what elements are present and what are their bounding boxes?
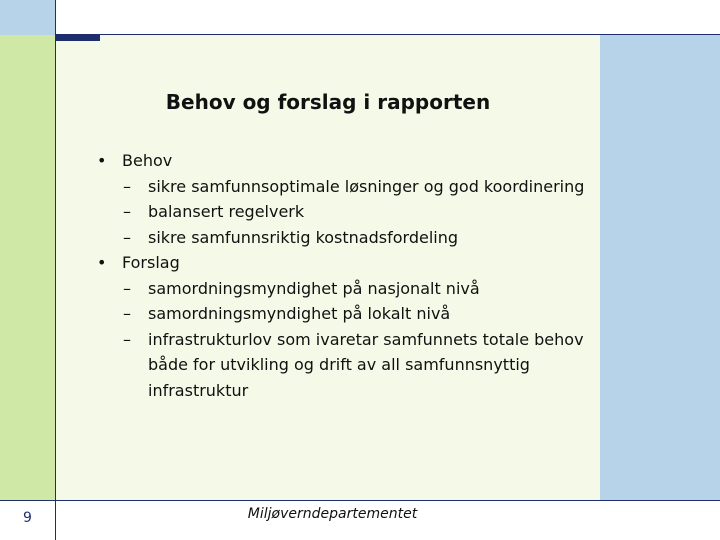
sub-item	[95, 174, 595, 200]
footer-text: Miljøverndepartementet	[247, 506, 418, 522]
dash-marker: –	[123, 278, 131, 298]
sub-item	[95, 276, 595, 302]
left-green-panel	[0, 35, 55, 500]
sub-item	[95, 225, 595, 251]
sub-item-text: samordningsmyndighet på nasjonalt nivå	[148, 278, 480, 298]
slide-title: Behov og forslag i rapporten	[165, 90, 491, 114]
top-divider	[55, 34, 720, 35]
bullet-item	[95, 250, 595, 276]
dash-marker: –	[123, 329, 131, 349]
dash-marker: –	[123, 227, 131, 247]
bottom-divider	[0, 500, 720, 501]
page-number: 9	[23, 510, 32, 526]
sub-item-text: sikre samfunnsriktig kostnadsfordeling	[148, 227, 459, 247]
bullet-label: Forslag	[122, 253, 180, 272]
sub-item-text: samordningsmyndighet på lokalt nivå	[148, 304, 451, 323]
sub-item	[95, 301, 595, 327]
dash-marker: –	[123, 202, 131, 221]
bullet-marker: •	[97, 253, 107, 272]
right-blue-panel	[600, 35, 720, 500]
vertical-divider	[55, 0, 56, 540]
bullet-marker: •	[97, 151, 107, 170]
dash-marker: –	[123, 304, 131, 323]
bullet-list	[95, 148, 595, 403]
sub-item-text: infrastrukturlov som ivaretar samfunnets totale behov både for utvikling og drift av all samfunnsnyttig infrastruktur	[148, 329, 584, 400]
sub-item	[95, 327, 595, 404]
left-top-panel	[0, 0, 55, 35]
bullet-item	[95, 148, 595, 174]
bullet-label: Behov	[122, 151, 173, 170]
accent-bar	[56, 35, 100, 41]
sub-item-text: sikre samfunnsoptimale løsninger og god koordinering	[148, 176, 585, 196]
sub-item-text: balansert regelverk	[148, 202, 305, 221]
sub-item	[95, 199, 595, 225]
dash-marker: –	[123, 176, 131, 196]
